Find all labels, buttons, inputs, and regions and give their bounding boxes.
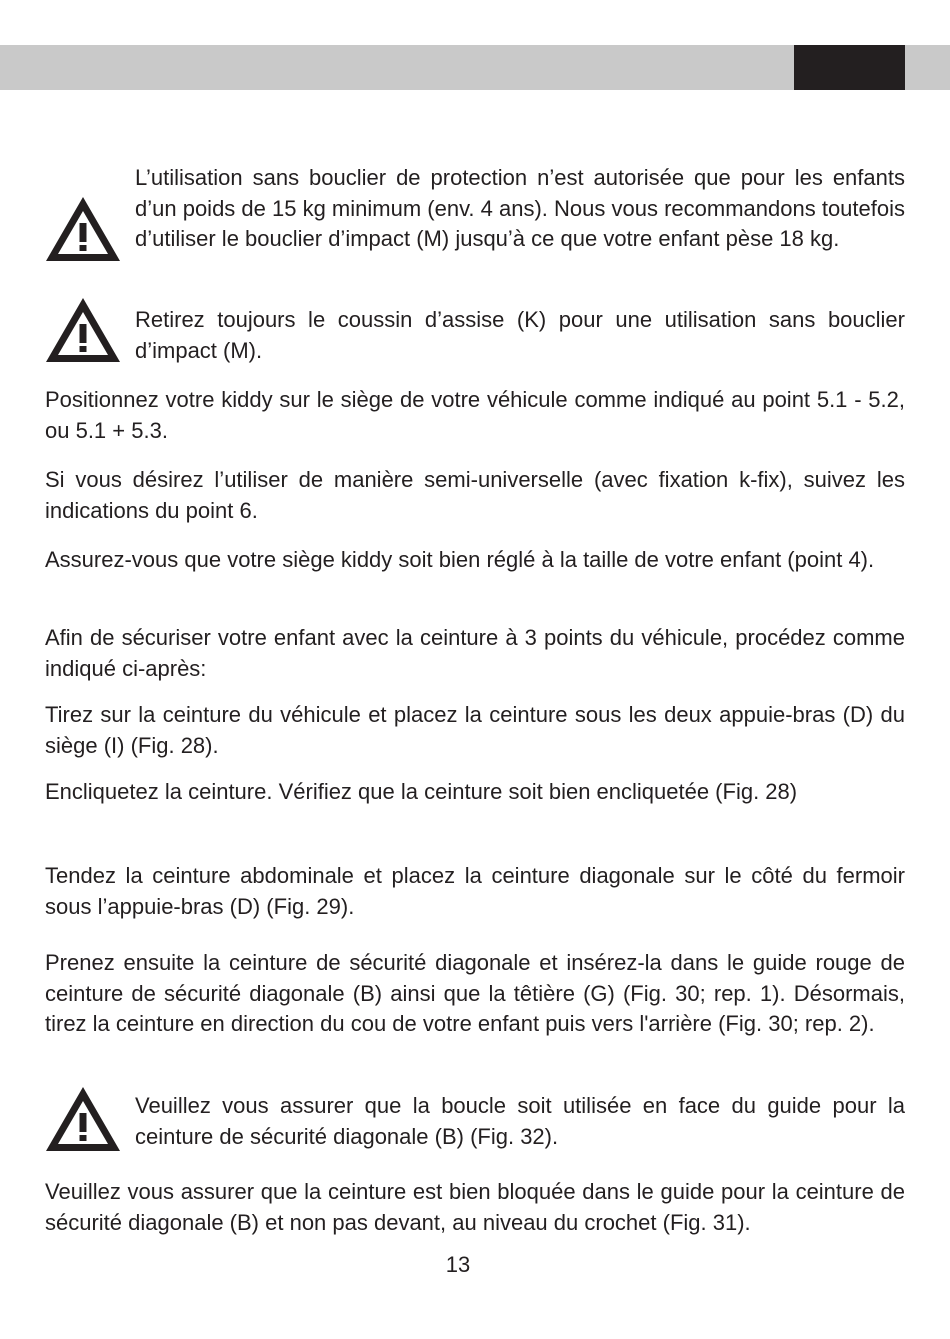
warning-text: Retirez toujours le coussin d’assise (K) pour une utilisation sans bouclier d’impact (M). (135, 307, 905, 363)
paragraph: Tendez la ceinture abdominale et placez la ceinture diagonale sur le côté du fermoir sous l’appuie-bras (D) (Fig. 29). (45, 863, 905, 919)
paragraph: Encliquetez la ceinture. Vérifiez que la ceinture soit bien encliquetée (Fig. 28) (45, 779, 798, 804)
paragraph: Assurez-vous que votre siège kiddy soit bien réglé à la taille de votre enfant (point 4). (45, 547, 875, 572)
warning-text: L’utilisation sans bouclier de protection n’est autorisée que pour les enfants d’un poids de 15 kg minimum (env. 4 ans). Nous vous recommandons toutefois d’utiliser le bouclier d’impact (M) jusqu’à ce que votre enfant pèse 18 kg. (135, 165, 905, 251)
paragraph: Veuillez vous assurer que la ceinture est bien bloquée dans le guide pour la ceinture de sécurité diagonale (B) et non pas devant, au niveau du crochet (Fig. 31). (45, 1179, 905, 1235)
warning-text: Veuillez vous assurer que la boucle soit utilisée en face du guide pour la ceinture de sécurité diagonale (B) (Fig. 32). (135, 1093, 905, 1149)
paragraph: Afin de sécuriser votre enfant avec la ceinture à 3 points du véhicule, procédez comme indiqué ci-après: (45, 625, 905, 681)
paragraph: Tirez sur la ceinture du véhicule et placez la ceinture sous les deux appuie-bras (D) du siège (I) (Fig. 28). (45, 702, 905, 758)
warning-triangle-icon (45, 297, 121, 363)
paragraph: Positionnez votre kiddy sur le siège de votre véhicule comme indiqué au point 5.1 - 5.2, ou 5.1 + 5.3. (45, 387, 905, 443)
warning-triangle-icon (45, 196, 121, 262)
paragraph: Prenez ensuite la ceinture de sécurité diagonale et insérez-la dans le guide rouge de ceinture de sécurité diagonale (B) ainsi que la têtière (G) (Fig. 30; rep. 1). Désormais, tirez la ceinture en direction du cou de votre enfant puis vers l'arrière (Fig. 30; rep. 2). (45, 950, 905, 1036)
page-number: 13 (445, 1252, 471, 1277)
warning-triangle-icon (45, 1086, 121, 1152)
header-tab (794, 45, 905, 90)
paragraph: Si vous désirez l’utiliser de manière semi-universelle (avec fixation k-fix), suivez les indications du point 6. (45, 467, 905, 523)
